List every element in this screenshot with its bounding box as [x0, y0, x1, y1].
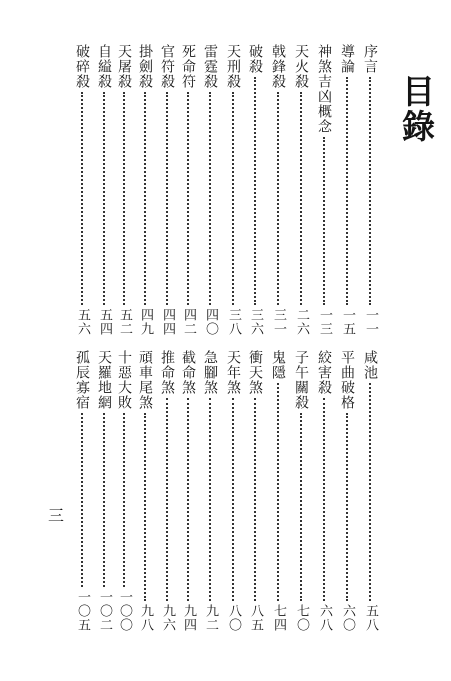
- entry-name: 子午關殺: [293, 350, 309, 410]
- dotted-leader: [187, 92, 189, 305]
- toc-entry[interactable]: [315, 44, 333, 336]
- entry-page: 五二: [117, 308, 132, 336]
- toc-entry[interactable]: [361, 44, 379, 336]
- entry-name: 推命煞: [159, 350, 175, 395]
- entry-page: 八〇: [226, 604, 241, 632]
- dotted-leader: [123, 413, 125, 587]
- entry-page: 九四: [181, 604, 196, 632]
- entry-name: 絞害殺: [316, 350, 332, 395]
- dotted-leader: [254, 77, 256, 305]
- dotted-leader: [187, 398, 189, 601]
- dotted-leader: [232, 398, 234, 601]
- entry-page: 九八: [138, 604, 153, 632]
- dotted-leader: [81, 92, 83, 305]
- entry-page: 四四: [160, 308, 175, 336]
- dotted-leader: [300, 92, 302, 305]
- entry-page: 一五: [340, 308, 355, 336]
- toc-entry[interactable]: [73, 350, 91, 632]
- entry-name: 天刑殺: [225, 44, 241, 89]
- dotted-leader: [166, 398, 168, 601]
- entry-name: 衝天煞: [247, 350, 263, 395]
- entry-name: 自縊殺: [96, 44, 112, 89]
- entry-name: 咸池: [362, 350, 378, 380]
- toc-entry[interactable]: [201, 350, 219, 632]
- dotted-leader: [369, 77, 371, 305]
- dotted-leader: [144, 92, 146, 305]
- toc-entry[interactable]: [338, 350, 356, 632]
- entry-page: 六八: [317, 604, 332, 632]
- toc-entry[interactable]: [269, 350, 287, 632]
- entry-name: 掛劍殺: [137, 44, 153, 89]
- toc-entry[interactable]: [246, 44, 264, 336]
- entry-name: 官符殺: [159, 44, 175, 89]
- dotted-leader: [277, 92, 279, 305]
- dotted-leader: [254, 398, 256, 601]
- toc-entry[interactable]: [269, 44, 287, 336]
- dotted-leader: [166, 92, 168, 305]
- entry-name: 急腳煞: [202, 350, 218, 395]
- entry-page: 四〇: [203, 308, 218, 336]
- toc-entry[interactable]: [361, 350, 379, 632]
- toc-entry[interactable]: [95, 44, 113, 336]
- dotted-leader: [369, 383, 371, 601]
- entry-name: 孤辰寡宿: [74, 350, 90, 410]
- dotted-leader: [232, 92, 234, 305]
- entry-name: 導論: [339, 44, 355, 74]
- toc-entry[interactable]: [95, 350, 113, 632]
- dotted-leader: [144, 413, 146, 601]
- entry-page: 六〇: [340, 604, 355, 632]
- entry-page: 五六: [75, 308, 90, 336]
- dotted-leader: [300, 413, 302, 601]
- entry-page: 五八: [363, 604, 378, 632]
- entry-page: 九六: [160, 604, 175, 632]
- toc-entry[interactable]: [224, 44, 242, 336]
- toc-entry[interactable]: [338, 44, 356, 336]
- toc-entry[interactable]: [115, 350, 133, 632]
- entry-page: 七四: [271, 604, 286, 632]
- entry-page: 一〇〇: [117, 590, 132, 632]
- toc-entry[interactable]: [158, 44, 176, 336]
- page-number: 三: [48, 506, 65, 525]
- entry-page: 四二: [181, 308, 196, 336]
- entry-page: 一〇二: [97, 590, 112, 632]
- entry-name: 破殺: [247, 44, 263, 74]
- toc-entry[interactable]: [292, 350, 310, 632]
- entry-name: 天羅地網: [96, 350, 112, 410]
- entry-name: 序言: [362, 44, 378, 74]
- entry-page: 八五: [248, 604, 263, 632]
- entry-page: 七〇: [294, 604, 309, 632]
- dotted-leader: [123, 92, 125, 305]
- entry-name: 戟鋒殺: [270, 44, 286, 89]
- entry-name: 十惡大敗: [116, 350, 132, 410]
- entry-name: 破碎殺: [74, 44, 90, 89]
- page-title: 目錄: [397, 74, 436, 144]
- entry-page: 四九: [138, 308, 153, 336]
- toc-entry[interactable]: [136, 44, 154, 336]
- toc-entry[interactable]: [224, 350, 242, 632]
- entry-name: 平曲破格: [339, 350, 355, 410]
- entry-name: 天年煞: [225, 350, 241, 395]
- toc-entry[interactable]: [73, 44, 91, 336]
- toc-entry[interactable]: [115, 44, 133, 336]
- entry-page: 二六: [294, 308, 309, 336]
- entry-page: 五四: [97, 308, 112, 336]
- dotted-leader: [209, 92, 211, 305]
- toc-entry[interactable]: [179, 350, 197, 632]
- toc-entry[interactable]: [158, 350, 176, 632]
- dotted-leader: [103, 413, 105, 587]
- toc-entry[interactable]: [179, 44, 197, 336]
- entry-page: 三一: [271, 308, 286, 336]
- toc-entry[interactable]: [136, 350, 154, 632]
- entry-page: 三六: [248, 308, 263, 336]
- entry-name: 鬼隱: [270, 350, 286, 380]
- entry-name: 截命煞: [180, 350, 196, 395]
- entry-name: 神煞吉凶概念: [316, 44, 332, 134]
- entry-page: 九二: [203, 604, 218, 632]
- entry-name: 天屠殺: [116, 44, 132, 89]
- dotted-leader: [346, 77, 348, 305]
- toc-entry[interactable]: [246, 350, 264, 632]
- entry-page: 一〇五: [75, 590, 90, 632]
- dotted-leader: [209, 398, 211, 601]
- entry-name: 死命符: [180, 44, 196, 89]
- entry-page: 一三: [317, 308, 332, 336]
- entry-page: 三八: [226, 308, 241, 336]
- dotted-leader: [346, 413, 348, 601]
- toc-entry[interactable]: [292, 44, 310, 336]
- toc-entry[interactable]: [315, 350, 333, 632]
- dotted-leader: [323, 137, 325, 305]
- entry-page: 一一: [363, 308, 378, 336]
- toc-entry[interactable]: [201, 44, 219, 336]
- dotted-leader: [277, 383, 279, 601]
- entry-name: 雷霆殺: [202, 44, 218, 89]
- dotted-leader: [81, 413, 83, 587]
- entry-name: 頑車尾煞: [137, 350, 153, 410]
- dotted-leader: [103, 92, 105, 305]
- dotted-leader: [323, 398, 325, 601]
- entry-name: 天火殺: [293, 44, 309, 89]
